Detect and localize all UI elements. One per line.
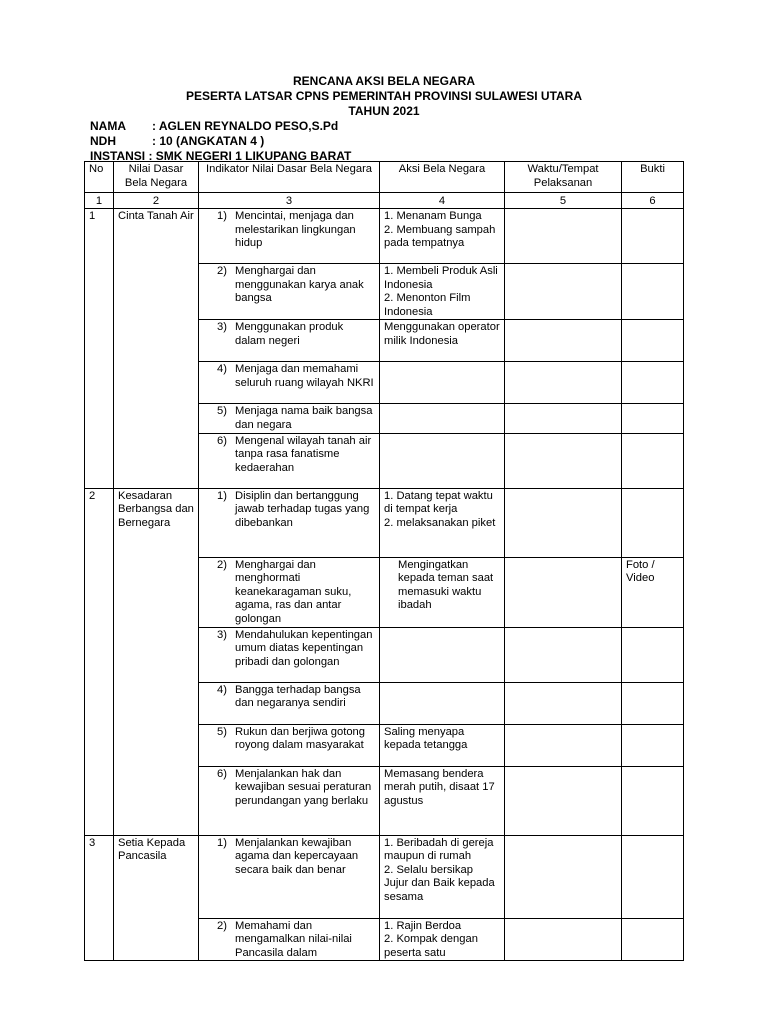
bukti-cell bbox=[622, 362, 684, 404]
bukti-cell bbox=[622, 627, 684, 682]
doc-title: RENCANA AKSI BELA NEGARA bbox=[292, 74, 475, 88]
aksi-cell bbox=[380, 682, 505, 724]
bukti-cell bbox=[622, 918, 684, 961]
aksi-cell bbox=[380, 362, 505, 404]
col-number: 3 bbox=[199, 193, 380, 209]
bukti-cell bbox=[622, 209, 684, 264]
table-row bbox=[85, 835, 684, 918]
aksi-cell: 1. Rajin Berdoa 2. Kompak dengan peserta satu bbox=[380, 918, 505, 961]
indikator-number: 3) bbox=[217, 628, 227, 641]
indikator-text: Menghargai dan menggunakan karya anak bangsa bbox=[235, 265, 364, 305]
col-number: 4 bbox=[380, 193, 505, 209]
aksi-cell: Mengingatkan kepada teman saat memasuki waktu ibadah bbox=[380, 557, 505, 627]
waktu-cell bbox=[505, 362, 622, 404]
aksi-cell bbox=[380, 404, 505, 433]
indikator-text: Menjalankan hak dan kewajiban sesuai peraturan perundangan yang berlaku bbox=[235, 767, 372, 807]
bukti-cell bbox=[622, 320, 684, 362]
indikator-cell bbox=[199, 627, 380, 682]
waktu-cell bbox=[505, 835, 622, 918]
ndh-label: NDH bbox=[90, 134, 116, 148]
col-number: 6 bbox=[622, 193, 684, 209]
indikator-cell bbox=[199, 682, 380, 724]
waktu-cell bbox=[505, 433, 622, 488]
indikator-number: 6) bbox=[217, 434, 227, 447]
doc-subtitle: PESERTA LATSAR CPNS PEMERINTAH PROVINSI SULAWESI UTARA bbox=[185, 89, 583, 103]
bukti-cell bbox=[622, 682, 684, 724]
indikator-number: 1) bbox=[217, 210, 227, 222]
waktu-cell bbox=[505, 264, 622, 320]
indikator-text: Menjalankan kewajiban agama dan kepercayaan secara baik dan benar bbox=[235, 836, 359, 876]
meta-instansi: INSTANSI : SMK NEGERI 1 LIKUPANG BARAT bbox=[90, 149, 352, 163]
indikator-cell bbox=[199, 433, 380, 488]
header-nilai: Nilai Dasar Bela Negara bbox=[114, 162, 199, 193]
waktu-cell bbox=[505, 766, 622, 835]
indikator-number: 1) bbox=[217, 489, 227, 502]
table-row bbox=[85, 488, 684, 557]
indikator-text: Menjaga nama baik bangsa dan negara bbox=[235, 405, 373, 431]
waktu-cell bbox=[505, 682, 622, 724]
indikator-text: Disiplin dan bertanggung jawab terhadap tugas yang dibebankan bbox=[235, 489, 370, 529]
header-waktu: Waktu/Tempat Pelaksanan bbox=[505, 162, 622, 193]
indikator-text: Rukun dan berjiwa gotong royong dalam masyarakat bbox=[235, 725, 365, 752]
indikator-cell bbox=[199, 264, 380, 320]
indikator-text: Menghargai dan menghormati keanekaragaman suku, agama, ras dan antar golongan bbox=[235, 558, 352, 625]
indikator-number: 4) bbox=[217, 363, 227, 376]
indikator-number: 1) bbox=[217, 836, 227, 849]
aksi-cell: 1. Membeli Produk Asli Indonesia 2. Menonton Film Indonesia bbox=[380, 264, 505, 320]
indikator-number: 5) bbox=[217, 405, 227, 418]
indikator-number: 5) bbox=[217, 725, 227, 738]
col-number: 5 bbox=[505, 193, 622, 209]
waktu-cell bbox=[505, 209, 622, 264]
indikator-cell bbox=[199, 209, 380, 264]
indikator-number: 2) bbox=[217, 558, 227, 571]
bukti-cell bbox=[622, 264, 684, 320]
col-number: 2 bbox=[114, 193, 199, 209]
action-plan-table bbox=[84, 161, 684, 961]
indikator-cell bbox=[199, 724, 380, 766]
nilai-dasar-cell: Setia Kepada Pancasila bbox=[114, 835, 199, 961]
aksi-cell: 1. Menanam Bunga 2. Membuang sampah pada tempatnya bbox=[380, 209, 505, 264]
waktu-cell bbox=[505, 404, 622, 433]
table-row bbox=[85, 209, 684, 264]
indikator-cell bbox=[199, 404, 380, 433]
indikator-cell bbox=[199, 918, 380, 961]
indikator-text: Mencintai, menjaga dan melestarikan lingkungan hidup bbox=[235, 210, 356, 250]
waktu-cell bbox=[505, 320, 622, 362]
indikator-cell bbox=[199, 766, 380, 835]
indikator-number: 4) bbox=[217, 683, 227, 696]
aksi-cell: Memasang bendera merah putih, disaat 17 agustus bbox=[380, 766, 505, 835]
bukti-cell bbox=[622, 835, 684, 918]
bukti-cell bbox=[622, 724, 684, 766]
bukti-cell bbox=[622, 766, 684, 835]
doc-year: TAHUN 2021 bbox=[348, 104, 420, 118]
waktu-cell bbox=[505, 724, 622, 766]
waktu-cell bbox=[505, 918, 622, 961]
nama-label: NAMA bbox=[90, 119, 126, 133]
nama-value: : AGLEN REYNALDO PESO,S.Pd bbox=[152, 119, 339, 133]
indikator-cell bbox=[199, 835, 380, 918]
aksi-cell bbox=[380, 433, 505, 488]
indikator-cell bbox=[199, 557, 380, 627]
header-indikator: Indikator Nilai Dasar Bela Negara bbox=[199, 162, 380, 193]
indikator-cell bbox=[199, 488, 380, 557]
indikator-number: 6) bbox=[217, 767, 227, 780]
aksi-cell: Menggunakan operator milik Indonesia bbox=[380, 320, 505, 362]
aksi-cell bbox=[380, 627, 505, 682]
ndh-value: : 10 (ANGKATAN 4 ) bbox=[152, 134, 265, 148]
bukti-cell bbox=[622, 433, 684, 488]
indikator-text: Menjaga dan memahami seluruh ruang wilayah NKRI bbox=[235, 363, 374, 389]
waktu-cell bbox=[505, 627, 622, 682]
indikator-text: Menggunakan produk dalam negeri bbox=[235, 321, 344, 347]
meta-ndh bbox=[90, 134, 264, 149]
indikator-number: 3) bbox=[217, 321, 227, 334]
group-number: 2 bbox=[85, 488, 114, 835]
column-number-row bbox=[85, 193, 684, 209]
table-body bbox=[85, 209, 684, 961]
waktu-cell bbox=[505, 557, 622, 627]
header-no: No bbox=[85, 162, 114, 193]
nilai-dasar-cell: Cinta Tanah Air bbox=[114, 209, 199, 489]
bukti-cell bbox=[622, 404, 684, 433]
aksi-cell: 1. Datang tepat waktu di tempat kerja 2. melaksanakan piket bbox=[380, 488, 505, 557]
aksi-cell: 1. Beribadah di gereja maupun di rumah 2. Selalu bersikap Jujur dan Baik kepada sesama bbox=[380, 835, 505, 918]
waktu-cell bbox=[505, 488, 622, 557]
nilai-dasar-cell: Kesadaran Berbangsa dan Bernegara bbox=[114, 488, 199, 835]
indikator-number: 2) bbox=[217, 265, 227, 277]
group-number: 1 bbox=[85, 209, 114, 489]
indikator-cell bbox=[199, 320, 380, 362]
aksi-cell: Saling menyapa kepada tetangga bbox=[380, 724, 505, 766]
indikator-cell bbox=[199, 362, 380, 404]
header-bukti: Bukti bbox=[622, 162, 684, 193]
meta-nama bbox=[90, 119, 338, 134]
indikator-number: 2) bbox=[217, 919, 227, 932]
indikator-text: Bangga terhadap bangsa dan negaranya sendiri bbox=[235, 683, 361, 710]
indikator-text: Memahami dan mengamalkan nilai-nilai Pancasila dalam bbox=[235, 919, 352, 959]
indikator-text: Mengenal wilayah tanah air tanpa rasa fanatisme kedaerahan bbox=[235, 434, 372, 474]
indikator-text: Mendahulukan kepentingan umum diatas kepentingan pribadi dan golongan bbox=[235, 628, 373, 668]
bukti-cell: Foto / Video bbox=[622, 557, 684, 627]
group-number: 3 bbox=[85, 835, 114, 961]
bukti-cell bbox=[622, 488, 684, 557]
col-number: 1 bbox=[85, 193, 114, 209]
header-aksi: Aksi Bela Negara bbox=[380, 162, 505, 193]
header-row bbox=[85, 162, 684, 193]
